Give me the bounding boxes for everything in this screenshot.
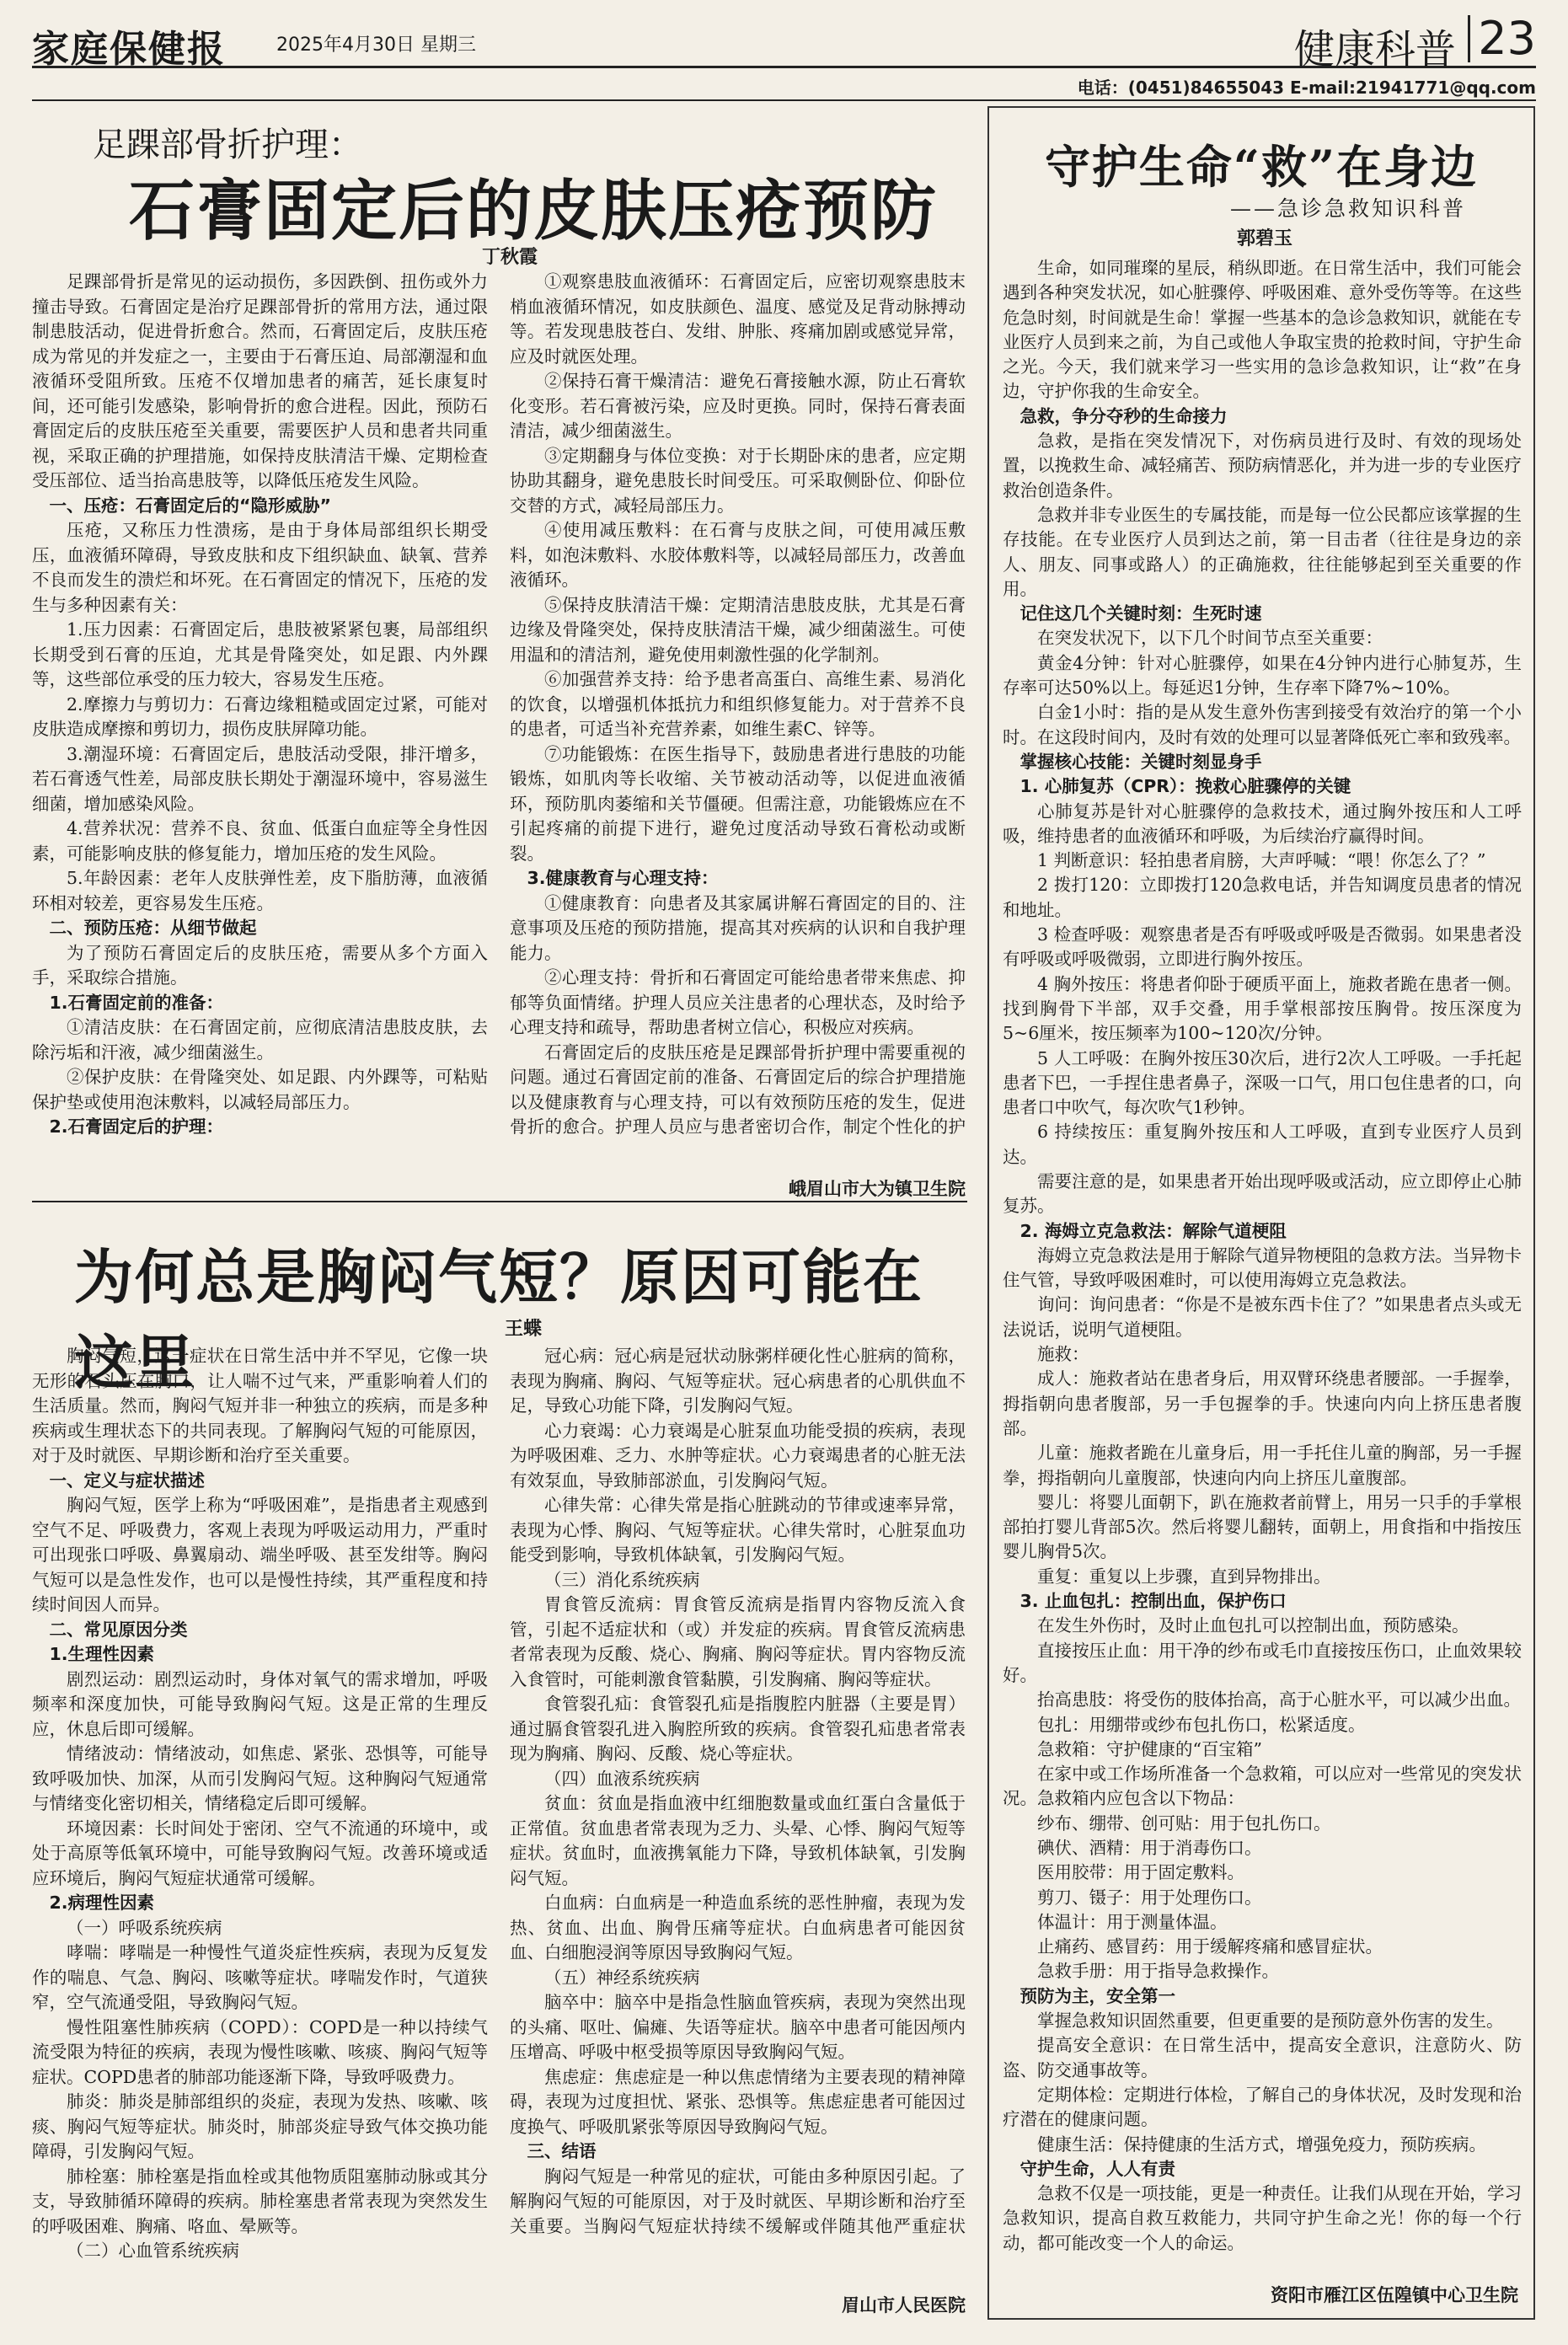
article-byline: 王蝶 bbox=[504, 1319, 542, 1340]
body-paragraph: 纱布、绷带、创可贴：用于包扎伤口。 bbox=[1037, 1812, 1331, 1834]
body-paragraph: 在家中或工作场所准备一个急救箱，可以应对一些常见的突发状况。急救箱内应包含以下物品： bbox=[1003, 1764, 1522, 1809]
section-heading: 急救，争分夺秒的生命接力 bbox=[1019, 405, 1228, 426]
body-paragraph: 3.潮湿环境：石膏固定后，患肢活动受限，排汗增多，若石膏透气性差，局部皮肤长期处于潮湿环境中，容易滋生细菌，增加感染风险。 bbox=[32, 743, 488, 814]
body-paragraph: 白金1小时：指的是从发生意外伤害到接受有效治疗的第一个小时。在这段时间内，及时有效的处理可以显著降低死亡率和致残率。 bbox=[1003, 702, 1522, 747]
section-heading: 一、压疮：石膏固定后的“隐形威胁” bbox=[49, 495, 331, 516]
body-paragraph: 哮喘：哮喘是一种慢性气道炎症性疾病，表现为反复发作的喘息、气急、胸闷、咳嗽等症状。哮喘发作时，气道狭窄，空气流通受阻，导致胸闷气短。 bbox=[32, 1942, 488, 2012]
body-paragraph: ③定期翻身与体位变换：对于长期卧床的患者，应定期协助其翻身，避免患肢长时间受压。可采取侧卧位、仰卧位交替的方式，减轻局部压力。 bbox=[510, 445, 966, 516]
body-paragraph: 黄金4分钟：针对心脏骤停，如果在4分钟内进行心肺复苏，生存率可达50%以上。每延迟1分钟，生存率下降7%~10%。 bbox=[1003, 652, 1522, 699]
masthead-divider bbox=[1468, 15, 1470, 62]
section-heading: 记住这几个关键时刻：生死时速 bbox=[1019, 603, 1262, 624]
section-heading: 1.石膏固定前的准备： bbox=[49, 992, 224, 1013]
body-paragraph: 6 持续按压：重复胸外按压和人工呼吸，直到专业医疗人员到达。 bbox=[1003, 1122, 1522, 1167]
body-paragraph: ②心理支持：骨折和石膏固定可能给患者带来焦虑、抑郁等负面情绪。护理人员应关注患者的心理状态，及时给予心理支持和疏导，帮助患者树立信心，积极应对疾病。 bbox=[510, 967, 966, 1037]
body-paragraph: 压疮，又称压力性溃疡，是由于身体局部组织长期受压，血液循环障碍，导致皮肤和皮下组织缺血、缺氧、营养不良而发生的溃烂和坏死。在石膏固定的情况下，压疮的发生与多种因素有关： bbox=[32, 520, 488, 615]
body-paragraph: 3 检查呼吸：观察患者是否有呼吸或呼吸是否微弱。如果患者没有呼吸或呼吸微弱，立即进行胸外按压。 bbox=[1003, 924, 1522, 970]
body-paragraph: （四）血液系统疾病 bbox=[544, 1768, 700, 1789]
body-paragraph: 1.压力因素：石膏固定后，患肢被紧紧包裹，局部组织长期受到石膏的压迫，尤其是骨隆突处，如足跟、内外踝等，这些部位承受的压力较大，容易发生压疮。 bbox=[32, 619, 488, 689]
body-paragraph: 胃食管反流病：胃食管反流病是指胃内容物反流入食管，引起不适症状和（或）并发症的疾病。胃食管反流病患者常表现为反酸、烧心、胸痛、胸闷等症状。胃内容物反流入食管时，可能刺激食管黏膜，引发胸痛、胸闷等症状。 bbox=[510, 1594, 966, 1689]
article-divider bbox=[32, 1201, 967, 1202]
section-heading: 2. 海姆立克急救法：解除气道梗阻 bbox=[1019, 1220, 1287, 1241]
body-paragraph: ①清洁皮肤：在石膏固定前，应彻底清洁患肢皮肤，去除污垢和汗液，减少细菌滋生。 bbox=[32, 1017, 488, 1063]
article-body bbox=[32, 1344, 966, 2271]
body-paragraph: 心律失常：心律失常是指心脏跳动的节律或速率异常，表现为心悸、胸闷、气短等症状。心律失常时，心脏泵血功能受到影响，导致机体缺氧，引发胸闷气短。 bbox=[510, 1495, 966, 1565]
body-paragraph: 2.摩擦力与剪切力：石膏边缘粗糙或固定过紧，可能对皮肤造成摩擦和剪切力，损伤皮肤屏障功能。 bbox=[32, 693, 488, 739]
body-paragraph: 石膏固定后的皮肤压疮是足踝部骨折护理中需要重视的问题。通过石膏固定前的准备、石膏固定后的综合护理措施以及健康教育与心理支持，可以有效预防压疮的发生，促进骨折的愈合。护理人员应与患者密切合作，制定个性化的护 bbox=[510, 1041, 966, 1137]
body-paragraph: 肺栓塞：肺栓塞是指血栓或其他物质阻塞肺动脉或其分支，导致肺循环障碍的疾病。肺栓塞患者常表现为突然发生的呼吸困难、胸痛、咯血、晕厥等。 bbox=[32, 2166, 488, 2236]
article-headline: 为何总是胸闷气短？原因可能在这里 bbox=[74, 1242, 923, 1397]
paper-name: 家庭保健报 bbox=[32, 28, 226, 71]
body-paragraph: ⑦功能锻炼：在医生指导下，鼓励患者进行患肢的功能锻炼，如肌肉等长收缩、关节被动活动等，以促进血液循环，预防肌肉萎缩和关节僵硬。但需注意，功能锻炼应在不引起疼痛的前提下进行，避免过度活动导致石膏松动或断裂。 bbox=[510, 743, 966, 864]
body-paragraph: 抬高患肢：将受伤的肢体抬高，高于心脏水平，可以减少出血。 bbox=[1037, 1689, 1521, 1711]
section-name: 健康科普 bbox=[1293, 26, 1456, 73]
article-source: 峨眉山市大为镇卫生院 bbox=[789, 1179, 966, 1199]
body-paragraph: 体温计：用于测量体温。 bbox=[1037, 1911, 1228, 1932]
body-paragraph: 碘伏、酒精：用于消毒伤口。 bbox=[1037, 1838, 1262, 1858]
body-paragraph: 提高安全意识：在日常生活中，提高安全意识，注意防火、防盗、防交通事故等。 bbox=[1003, 2035, 1522, 2080]
body-paragraph: 5 人工呼吸：在胸外按压30次后，进行2次人工呼吸。一手托起患者下巴，一手捏住患者鼻子，深吸一口气，用口包住患者的口，向患者口中吹气，每次吹气1秒钟。 bbox=[1003, 1047, 1522, 1118]
body-paragraph: ⑥加强营养支持：给予患者高蛋白、高维生素、易消化的饮食，以增强机体抵抗力和组织修复能力。对于营养不良的患者，可适当补充营养素，如维生素C、锌等。 bbox=[510, 669, 966, 739]
body-paragraph: 5.年龄因素：老年人皮肤弹性差，皮下脂肪薄，血液循环相对较差，更容易发生压疮。 bbox=[32, 868, 488, 913]
body-paragraph: 剪刀、镊子：用于处理伤口。 bbox=[1037, 1887, 1262, 1908]
body-paragraph: 急救不仅是一项技能，更是一种责任。让我们从现在开始，学习急救知识，提高自救互救能力，共同守护生命之光！你的每一个行动，都可能改变一个人的命运。 bbox=[1003, 2183, 1522, 2253]
body-paragraph: 2 拨打120：立即拨打120急救电话，并告知调度员患者的情况和地址。 bbox=[1003, 875, 1522, 920]
body-paragraph: （一）呼吸系统疾病 bbox=[67, 1917, 222, 1938]
sidebar-subtitle: ——急诊急救知识科普 bbox=[1229, 196, 1466, 221]
sidebar-headline: 守护生命“救”在身边 bbox=[1044, 140, 1479, 194]
body-paragraph: 包扎：用绷带或纱布包扎伤口，松紧适度。 bbox=[1037, 1714, 1366, 1735]
section-heading: 3.健康教育与心理支持： bbox=[527, 868, 719, 888]
body-paragraph: 成人：施救者站在患者身后，用双臂环绕患者腰部。一手握拳，拇指朝向患者腹部，另一手包握拳的手。快速向内向上挤压患者腹部。 bbox=[1003, 1368, 1522, 1438]
article-source: 眉山市人民医院 bbox=[842, 2295, 966, 2316]
body-paragraph: 心力衰竭：心力衰竭是心脏泵血功能受损的疾病，表现为呼吸困难、乏力、水肿等症状。心力衰竭患者的心脏无法有效泵血，导致肺部淤血，引发胸闷气短。 bbox=[510, 1420, 966, 1491]
body-paragraph: 白血病：白血病是一种造血系统的恶性肿瘤，表现为发热、贫血、出血、胸骨压痛等症状。白血病患者可能因贫血、白细胞浸润等原因导致胸闷气短。 bbox=[510, 1893, 966, 1962]
body-paragraph: 慢性阻塞性肺疾病（COPD）：COPD是一种以持续气流受限为特征的疾病，表现为慢性咳嗽、咳痰、胸闷气短等症状。COPD患者的肺部功能逐渐下降，导致呼吸费力。 bbox=[32, 2016, 488, 2087]
body-paragraph: ①健康教育：向患者及其家属讲解石膏固定的目的、注意事项及压疮的预防措施，提高其对疾病的认识和自我护理能力。 bbox=[510, 892, 966, 963]
body-paragraph: ④使用减压敷料：在石膏与皮肤之间，可使用减压敷料，如泡沫敷料、水胶体敷料等，以减轻局部压力，改善血液循环。 bbox=[510, 520, 966, 590]
article-kicker: 足踝部骨折护理： bbox=[93, 126, 362, 164]
section-heading: 一、定义与症状描述 bbox=[49, 1470, 205, 1491]
article-chest-tightness bbox=[32, 1205, 976, 2326]
section-heading: 掌握核心技能：关键时刻显身手 bbox=[1019, 751, 1262, 772]
body-paragraph: 4 胸外按压：将患者仰卧于硬质平面上，施救者跪在患者一侧。找到胸骨下半部，双手交叠，用手掌根部按压胸骨。按压深度为5~6厘米，按压频率为100~120次/分钟。 bbox=[1003, 973, 1522, 1044]
sidebar-byline: 郭碧玉 bbox=[1236, 228, 1292, 249]
masthead bbox=[32, 12, 1536, 73]
body-paragraph: 在突发状况下，以下几个时间节点至关重要： bbox=[1037, 628, 1383, 649]
article-cast-pressure-sores bbox=[32, 118, 976, 1213]
body-paragraph: ⑤保持皮肤清洁干燥：定期清洁患肢皮肤，尤其是石膏边缘及骨隆突处，保持皮肤清洁干燥，减少细菌滋生。可使用温和的清洁剂，避免使用刺激性强的化学制剂。 bbox=[510, 594, 966, 665]
body-paragraph: 定期体检：定期进行体检，了解自己的身体状况，及时发现和治疗潜在的健康问题。 bbox=[1003, 2084, 1522, 2130]
body-paragraph: 急救，是指在突发情况下，对伤病员进行及时、有效的现场处置，以挽救生命、减轻痛苦、预防病情恶化，并为进一步的专业医疗救治创造条件。 bbox=[1003, 431, 1522, 501]
section-heading: 1. 心肺复苏（CPR）：挽救心脏骤停的关键 bbox=[1019, 776, 1351, 797]
body-paragraph: 心肺复苏是针对心脏骤停的急救技术，通过胸外按压和人工呼吸，维持患者的血液循环和呼吸，为后续治疗赢得时间。 bbox=[1003, 800, 1522, 846]
body-paragraph: 止痛药、感冒药：用于缓解疼痛和感冒症状。 bbox=[1037, 1936, 1383, 1957]
body-paragraph: （三）消化系统疾病 bbox=[544, 1569, 700, 1590]
section-heading: 2.石膏固定后的护理： bbox=[49, 1116, 224, 1137]
body-paragraph: 肺炎：肺炎是肺部组织的炎症，表现为发热、咳嗽、咳痰、胸闷气短等症状。肺炎时，肺部炎症导致气体交换功能障碍，引发胸闷气短。 bbox=[32, 2091, 488, 2161]
body-paragraph: 食管裂孔疝：食管裂孔疝是指腹腔内脏器（主要是胃）通过膈食管裂孔进入胸腔所致的疾病。食管裂孔疝患者常表现为胸痛、胸闷、反酸、烧心等症状。 bbox=[510, 1694, 966, 1764]
body-paragraph: 足踝部骨折是常见的运动损伤，多因跌倒、扭伤或外力撞击导致。石膏固定是治疗足踝部骨折的常用方法，通过限制患肢活动，促进骨折愈合。然而，石膏固定后，皮肤压疮成为常见的并发症之一，主要由于石膏压迫、局部潮湿和血液循环受阻所致。压疮不仅增加患者的痛苦，延长康复时间，还可能引发感染，影响骨折的愈合进程。因此，预防石膏固定后的皮肤压疮至关重要，需要医护人员和患者共同重视，采取正确的护理措施，如保持皮肤清洁干燥、定期检查受压部位、适当抬高患肢等，以降低压疮发生风险。 bbox=[32, 271, 488, 490]
body-paragraph: 医用胶带：用于固定敷料。 bbox=[1037, 1862, 1244, 1883]
body-paragraph: 冠心病：冠心病是冠状动脉粥样硬化性心脏病的简称，表现为胸痛、胸闷、气短等症状。冠心病患者的心肌供血不足，导致心功能下降，引发胸闷气短。 bbox=[510, 1346, 966, 1416]
body-paragraph: 健康生活：保持健康的生活方式，增强免疫力，预防疾病。 bbox=[1037, 2134, 1486, 2155]
section-heading: 守护生命，人人有责 bbox=[1019, 2158, 1175, 2179]
section-heading: 1.生理性因素 bbox=[49, 1644, 155, 1664]
body-paragraph: 直接按压止血：用干净的纱布或毛巾直接按压伤口，止血效果较好。 bbox=[1003, 1640, 1522, 1685]
issue-date: 2025年4月30日 星期三 bbox=[276, 35, 476, 56]
sidebar-source: 资阳市雁江区伍隍镇中心卫生院 bbox=[1271, 2285, 1518, 2305]
contact-line: 电话：(0451)84655043 E-mail:21941771@qq.com bbox=[1077, 78, 1536, 98]
section-heading: 二、常见原因分类 bbox=[49, 1619, 188, 1640]
article-byline: 丁秋霞 bbox=[481, 247, 538, 268]
body-paragraph: 剧烈运动：剧烈运动时，身体对氧气的需求增加，呼吸频率和深度加快，可能导致胸闷气短。这是正常的生理反应，休息后即可缓解。 bbox=[32, 1668, 488, 1739]
body-paragraph: 重复：重复以上步骤，直到异物排出。 bbox=[1037, 1566, 1331, 1587]
header-rule bbox=[32, 99, 1536, 101]
body-paragraph: ②保护皮肤：在骨隆突处、如足跟、内外踝等，可粘贴保护垫或使用泡沫敷料，以减轻局部压力。 bbox=[32, 1067, 488, 1112]
body-paragraph: 在发生外伤时，及时止血包扎可以控制出血，预防感染。 bbox=[1037, 1615, 1469, 1636]
body-paragraph: 海姆立克急救法是用于解除气道异物梗阻的急救方法。当异物卡住气管，导致呼吸困难时，可以使用海姆立克急救法。 bbox=[1003, 1245, 1522, 1291]
body-paragraph: ①观察患肢血液循环：石膏固定后，应密切观察患肢末梢血液循环情况，如皮肤颜色、温度、感觉及足背动脉搏动等。若发现患肢苍白、发绀、肿胀、疼痛加剧或感觉异常，应及时就医处理。 bbox=[510, 271, 966, 367]
body-paragraph: 脑卒中：脑卒中是指急性脑血管疾病，表现为突然出现的头痛、呕吐、偏瘫、失语等症状。脑卒中患者可能因颅内压增高、呼吸中枢受损等原因导致胸闷气短。 bbox=[510, 1992, 966, 2062]
body-paragraph: 儿童：施救者跪在儿童身后，用一手托住儿童的胸部，另一手握拳，拇指朝向儿童腹部，快速向内向上挤压儿童腹部。 bbox=[1003, 1443, 1522, 1488]
body-paragraph: 需要注意的是，如果患者开始出现呼吸或活动，应立即停止心肺复苏。 bbox=[1003, 1170, 1522, 1217]
body-paragraph: ②保持石膏干燥清洁：避免石膏接触水源，防止石膏软化变形。若石膏被污染，应及时更换。同时，保持石膏表面清洁，减少细菌滋生。 bbox=[510, 371, 966, 441]
body-paragraph: 询问：询问患者：“你是不是被东西卡住了？”如果患者点头或无法说话，说明气道梗阻。 bbox=[1003, 1294, 1522, 1340]
body-paragraph: 生命，如同璀璨的星辰，稍纵即逝。在日常生活中，我们可能会遇到各种突发状况，如心脏骤停、呼吸困难、意外受伤等等。在这些危急时刻，时间就是生命！掌握一些基本的急诊急救知识，就能在专业医疗人员到来之前，为自己或他人争取宝贵的抢救时间，守护生命之光。今天，我们就来学习一些实用的急诊急救知识，让“救”在身边，守护你我的生命安全。 bbox=[1003, 258, 1522, 402]
body-paragraph: 贫血：贫血是指血液中红细胞数量或血红蛋白含量低于正常值。贫血患者常表现为乏力、头晕、心悸、胸闷气短等症状。贫血时，血液携氧能力下降，导致机体缺氧，引发胸闷气短。 bbox=[510, 1793, 966, 1888]
body-paragraph: 胸闷气短，医学上称为“呼吸困难”，是指患者主观感到空气不足、呼吸费力，客观上表现为呼吸运动用力，严重时可出现张口呼吸、鼻翼扇动、端坐呼吸、甚至发绀等。胸闷气短可以是急性发作，也可以是慢性持续，其严重程度和持续时间因人而异。 bbox=[32, 1495, 488, 1614]
body-paragraph: 急救并非专业医生的专属技能，而是每一位公民都应该掌握的生存技能。在专业医疗人员到达之前，第一目击者（往往是身边的亲人、朋友、同事或路人）的正确施救，往往能够起到至关重要的作用。 bbox=[1003, 504, 1522, 599]
body-paragraph: 1 判断意识：轻拍患者肩膀，大声呼喊：“喂！你怎么了？” bbox=[1037, 850, 1486, 871]
body-paragraph: 胸闷气短，这一症状在日常生活中并不罕见，它像一块无形的石头压在胸口，让人喘不过气来，严重影响着人们的生活质量。然而，胸闷气短并非一种独立的疾病，而是多种疾病或生理状态下的共同表现。了解胸闷气短的可能原因，对于及时就医、早期诊断和治疗至关重要。 bbox=[32, 1346, 488, 1465]
page-number: 23 bbox=[1478, 12, 1536, 65]
body-paragraph: 急救手册：用于指导急救操作。 bbox=[1037, 1961, 1279, 1982]
body-paragraph: 为了预防石膏固定后的皮肤压疮，需要从多个方面入手，采取综合措施。 bbox=[32, 942, 488, 988]
sidebar-first-aid bbox=[987, 106, 1535, 2320]
body-paragraph: 急救箱：守护健康的“百宝箱” bbox=[1037, 1738, 1262, 1759]
body-paragraph: 环境因素：长时间处于密闭、空气不流通的环境中，或处于高原等低氧环境中，可能导致胸闷气短。改善环境或适应环境后，胸闷气短症状通常可缓解。 bbox=[32, 1818, 488, 1888]
section-heading: 2.病理性因素 bbox=[49, 1893, 155, 1913]
body-paragraph: 情绪波动：情绪波动，如焦虑、紧张、恐惧等，可能导致呼吸加快、加深，从而引发胸闷气短。这种胸闷气短通常与情绪变化密切相关，情绪稳定后即可缓解。 bbox=[32, 1743, 488, 1813]
section-heading: 3. 止血包扎：控制出血，保护伤口 bbox=[1019, 1591, 1287, 1612]
body-paragraph: 施救： bbox=[1037, 1344, 1089, 1365]
article-body bbox=[32, 270, 966, 1146]
body-paragraph: 婴儿：将婴儿面朝下，趴在施救者前臂上，用另一只手的手掌根部拍打婴儿背部5次。然后将婴儿翻转，面朝上，用食指和中指按压婴儿胸骨5次。 bbox=[1003, 1491, 1522, 1562]
article-headline: 石膏固定后的皮肤压疮预防 bbox=[129, 173, 939, 249]
section-heading: 预防为主，安全第一 bbox=[1019, 1985, 1175, 2006]
body-paragraph: 胸闷气短是一种常见的症状，可能由多种原因引起。了解胸闷气短的可能原因，对于及时就医、早期诊断和治疗至关重要。当胸闷气短症状持续不缓解或伴随其他严重症状 bbox=[510, 2166, 966, 2236]
body-paragraph: 4.营养状况：营养不良、贫血、低蛋白血症等全身性因素，可能影响皮肤的修复能力，增加压疮的发生风险。 bbox=[32, 818, 488, 864]
section-heading: 三、结语 bbox=[527, 2141, 597, 2161]
body-paragraph: 掌握急救知识固然重要，但更重要的是预防意外伤害的发生。 bbox=[1037, 2010, 1504, 2032]
body-paragraph: 焦虑症：焦虑症是一种以焦虑情绪为主要表现的精神障碍，表现为过度担忧、紧张、恐惧等。焦虑症患者可能因过度换气、呼吸肌紧张等原因导致胸闷气短。 bbox=[510, 2066, 966, 2137]
section-heading: 二、预防压疮：从细节做起 bbox=[49, 918, 257, 938]
sidebar-body bbox=[1003, 256, 1522, 2262]
body-paragraph: （五）神经系统疾病 bbox=[544, 1967, 700, 1988]
body-paragraph: （二）心血管系统疾病 bbox=[67, 2241, 239, 2261]
